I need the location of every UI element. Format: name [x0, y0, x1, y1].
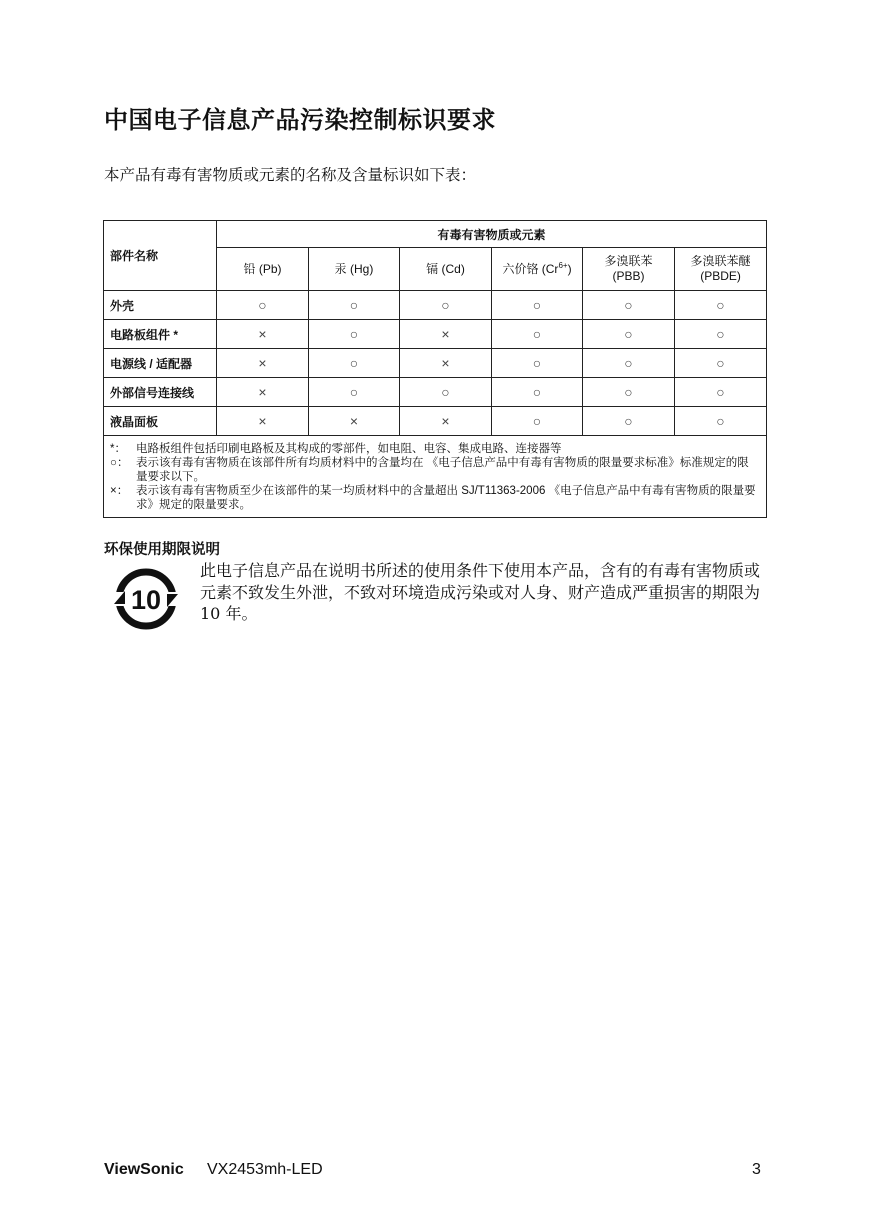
- env-section-title: 环保使用期限说明: [104, 542, 220, 558]
- content-mark-cell: ×: [217, 320, 309, 349]
- substance-abbreviation: (PBB): [612, 269, 645, 283]
- environmental-protection-use-period-logo: [112, 568, 180, 630]
- content-mark-cell: ×: [400, 349, 492, 378]
- content-mark-cell: ○: [400, 291, 492, 320]
- content-mark-cell: ○: [675, 349, 767, 378]
- content-mark-cell: ○: [309, 291, 400, 320]
- table-row: [104, 407, 767, 436]
- table-row: [104, 349, 767, 378]
- hazardous-substances-table: [103, 220, 767, 518]
- content-mark-cell: ○: [583, 407, 675, 436]
- note-text: 电路板组件包括印刷电路板及其构成的零部件，如电阻、电容、集成电路、连接器等: [136, 443, 562, 455]
- content-mark-cell: ×: [217, 349, 309, 378]
- content-mark-cell: ○: [675, 291, 767, 320]
- table-row: [104, 291, 767, 320]
- substance-header: [583, 248, 675, 291]
- note-item: [110, 484, 760, 512]
- content-mark-cell: ○: [583, 378, 675, 407]
- content-mark-cell: ○: [583, 320, 675, 349]
- substance-name: 汞 (Hg): [334, 261, 374, 276]
- substance-header: [492, 248, 583, 291]
- part-name-header: 部件名称: [104, 221, 217, 291]
- note-item: [110, 442, 760, 456]
- content-mark-cell: ×: [309, 407, 400, 436]
- substance-name: 多溴联苯醚: [690, 254, 751, 268]
- content-mark-cell: ○: [492, 291, 583, 320]
- content-mark-cell: ○: [309, 378, 400, 407]
- substance-name: 铅 (Pb): [243, 261, 282, 276]
- content-mark-cell: ○: [583, 349, 675, 378]
- part-name-cell: 电源线 / 适配器: [104, 349, 217, 378]
- substance-name: 多溴联苯: [604, 254, 653, 268]
- content-mark-cell: ○: [492, 320, 583, 349]
- substance-header: [400, 248, 492, 291]
- env-section-text: 此电子信息产品在说明书所述的使用条件下使用本产品，含有的有毒有害物质或元素不致发生外泄，不致对环境造成污染或对人身、财产造成严重损害的期限为 10 年。: [200, 561, 761, 623]
- substance-abbreviation: (PBDE): [700, 269, 741, 283]
- content-mark-cell: ○: [309, 320, 400, 349]
- note-item: [110, 456, 760, 484]
- part-name-cell: 电路板组件 *: [104, 320, 217, 349]
- footer-model: VX2453mh-LED: [207, 1161, 323, 1178]
- content-mark-cell: ×: [217, 407, 309, 436]
- table-row: [104, 320, 767, 349]
- table-notes: [104, 436, 767, 518]
- substance-header: [217, 248, 309, 291]
- content-mark-cell: ○: [583, 291, 675, 320]
- content-mark-cell: ○: [492, 378, 583, 407]
- notes-row: [104, 436, 767, 518]
- substance-header: [309, 248, 400, 291]
- note-text: 表示该有毒有害物质在该部件所有均质材料中的含量均在 《电子信息产品中有毒有害物质的限量要求标准》标准规定的限量要求以下。: [136, 457, 749, 484]
- content-mark-cell: ○: [217, 291, 309, 320]
- content-mark-cell: ○: [675, 407, 767, 436]
- substance-name-tail: ): [567, 262, 572, 276]
- content-mark-cell: ×: [217, 378, 309, 407]
- substance-name: 镉 (Cd): [426, 261, 465, 276]
- substances-group-header: 有毒有害物质或元素: [217, 221, 767, 248]
- content-mark-cell: ○: [675, 320, 767, 349]
- substance-name: 六价铬 (Cr: [502, 262, 559, 276]
- page-number: 3: [752, 1161, 761, 1178]
- note-text: 表示该有毒有害物质至少在该部件的某一均质材料中的含量超出 SJ/T11363-2006 《电子信息产品中有毒有害物质的限量要求》规定的限量要求。: [136, 485, 756, 512]
- content-mark-cell: ○: [675, 378, 767, 407]
- note-symbol: ×：: [110, 485, 129, 498]
- content-mark-cell: ○: [492, 407, 583, 436]
- content-mark-cell: ○: [309, 349, 400, 378]
- content-mark-cell: ○: [492, 349, 583, 378]
- part-name-cell: 液晶面板: [104, 407, 217, 436]
- part-name-cell: 外壳: [104, 291, 217, 320]
- intro-text: 本产品有毒有害物质或元素的名称及含量标识如下表：: [104, 166, 477, 184]
- page-title: 中国电子信息产品污染控制标识要求: [104, 106, 496, 134]
- substance-header: [675, 248, 767, 291]
- part-name-cell: 外部信号连接线: [104, 378, 217, 407]
- note-symbol: ○：: [110, 457, 129, 470]
- content-mark-cell: ×: [400, 320, 492, 349]
- table-row: [104, 378, 767, 407]
- content-mark-cell: ○: [400, 378, 492, 407]
- logo-number: 10: [130, 585, 162, 615]
- substance-valence: 6+: [558, 261, 568, 270]
- note-symbol: *：: [110, 443, 126, 455]
- content-mark-cell: ×: [400, 407, 492, 436]
- footer-brand: ViewSonic: [104, 1161, 184, 1178]
